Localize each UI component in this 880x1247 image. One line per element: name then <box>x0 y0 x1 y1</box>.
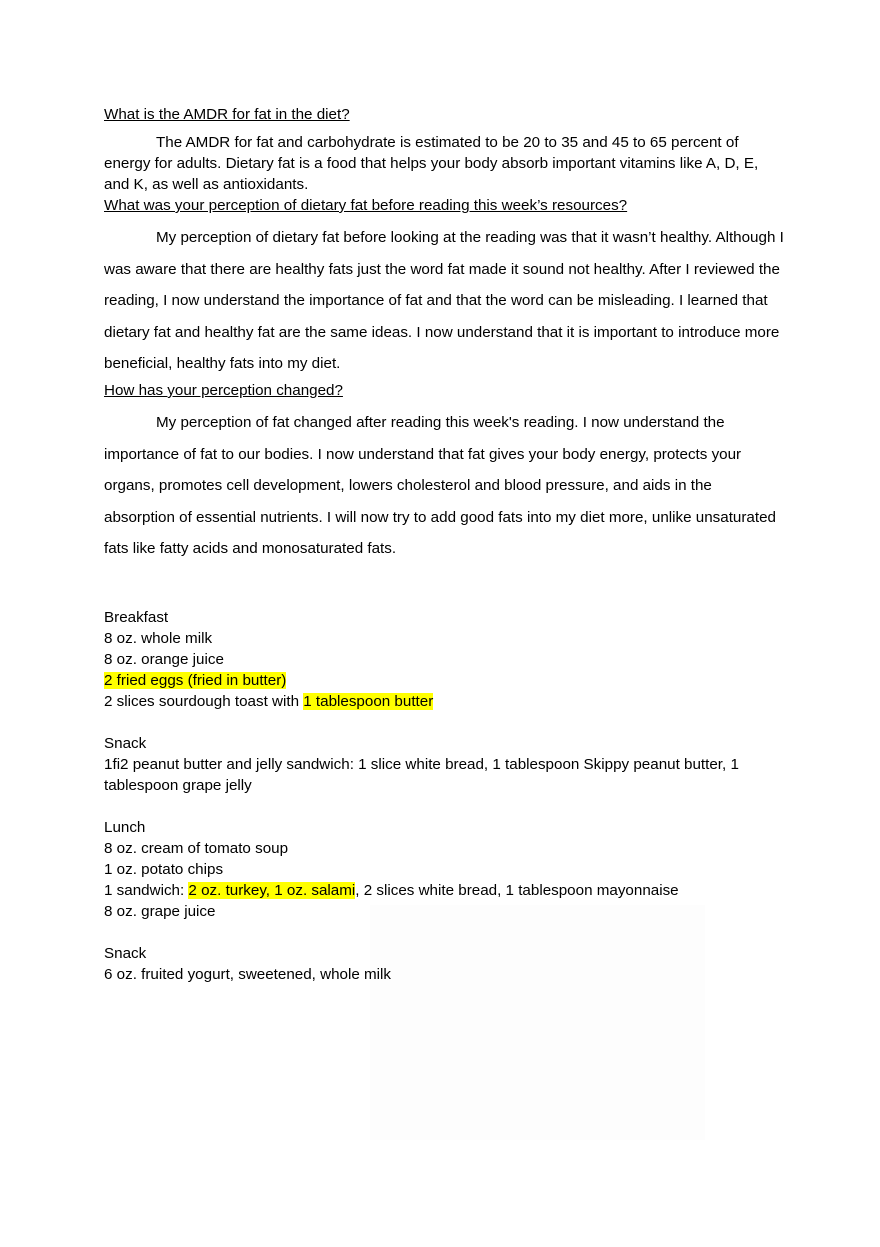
list-item: 8 oz. grape juice <box>104 902 216 920</box>
snack-section-2 <box>104 943 784 985</box>
list-item-text: , 2 slices white bread, 1 tablespoon mayonnaise <box>355 881 679 899</box>
answer-perception-changed: My perception of fat changed after reading this week's reading. I now understand the importance of fat to our bodies. I now understand that fat gives your body energy, protects your organs, promotes cell development, lowers cholesterol and blood pressure, and aids in the absorption of essential nutrients. I will now try to add good fats into my diet more, unlike unsaturated fats like fatty acids and monosaturated fats. <box>104 413 776 558</box>
list-item: 8 oz. whole milk <box>104 629 213 647</box>
list-item: 8 oz. orange juice <box>104 650 224 668</box>
lunch-title: Lunch <box>104 818 146 836</box>
question-amdr: What is the AMDR for fat in the diet? <box>104 106 350 123</box>
lunch-section <box>104 817 784 922</box>
breakfast-title: Breakfast <box>104 608 169 626</box>
list-item <box>104 670 784 691</box>
list-item: 6 oz. fruited yogurt, sweetened, whole milk <box>104 965 392 983</box>
list-item <box>104 880 784 901</box>
breakfast-section <box>104 607 784 712</box>
highlighted-text: 2 oz. turkey, 1 oz. salami <box>188 881 356 899</box>
list-item-text: 2 slices sourdough toast with <box>104 692 304 710</box>
document-body <box>104 104 784 985</box>
snack-section-1 <box>104 733 784 796</box>
list-item: 8 oz. cream of tomato soup <box>104 839 289 857</box>
highlighted-text: 2 fried eggs (fried in butter) <box>104 671 287 689</box>
highlighted-text: 1 tablespoon butter <box>303 692 434 710</box>
answer-perception-before: My perception of dietary fat before looking at the reading was that it wasn’t healthy. Although I was aware that there are healthy fats just the word fat made it sound not healthy. After I reviewed the reading, I now understand the importance of fat and that the word can be misleading. I learned that dietary fat and healthy fat are the same ideas. I now understand that it is important to introduce more beneficial, healthy fats into my diet. <box>104 229 784 373</box>
list-item: 1ﬁ2 peanut butter and jelly sandwich: 1 slice white bread, 1 tablespoon Skippy peanut butter, 1 tablespoon grape jelly <box>104 755 739 794</box>
question-perception-changed: How has your perception changed? <box>104 381 343 399</box>
snack-title: Snack <box>104 734 147 752</box>
answer-amdr: The AMDR for fat and carbohydrate is estimated to be 20 to 35 and 45 to 65 percent of energy for adults. Dietary fat is a food that helps your body absorb important vitamins like A, D, E, and K, as well as antioxidants. <box>104 134 759 193</box>
list-item-text: 1 sandwich: <box>104 881 189 899</box>
list-item: 1 oz. potato chips <box>104 860 224 878</box>
question-perception-before: What was your perception of dietary fat before reading this week’s resources? <box>104 197 628 214</box>
snack-title: Snack <box>104 944 147 962</box>
list-item <box>104 691 784 712</box>
